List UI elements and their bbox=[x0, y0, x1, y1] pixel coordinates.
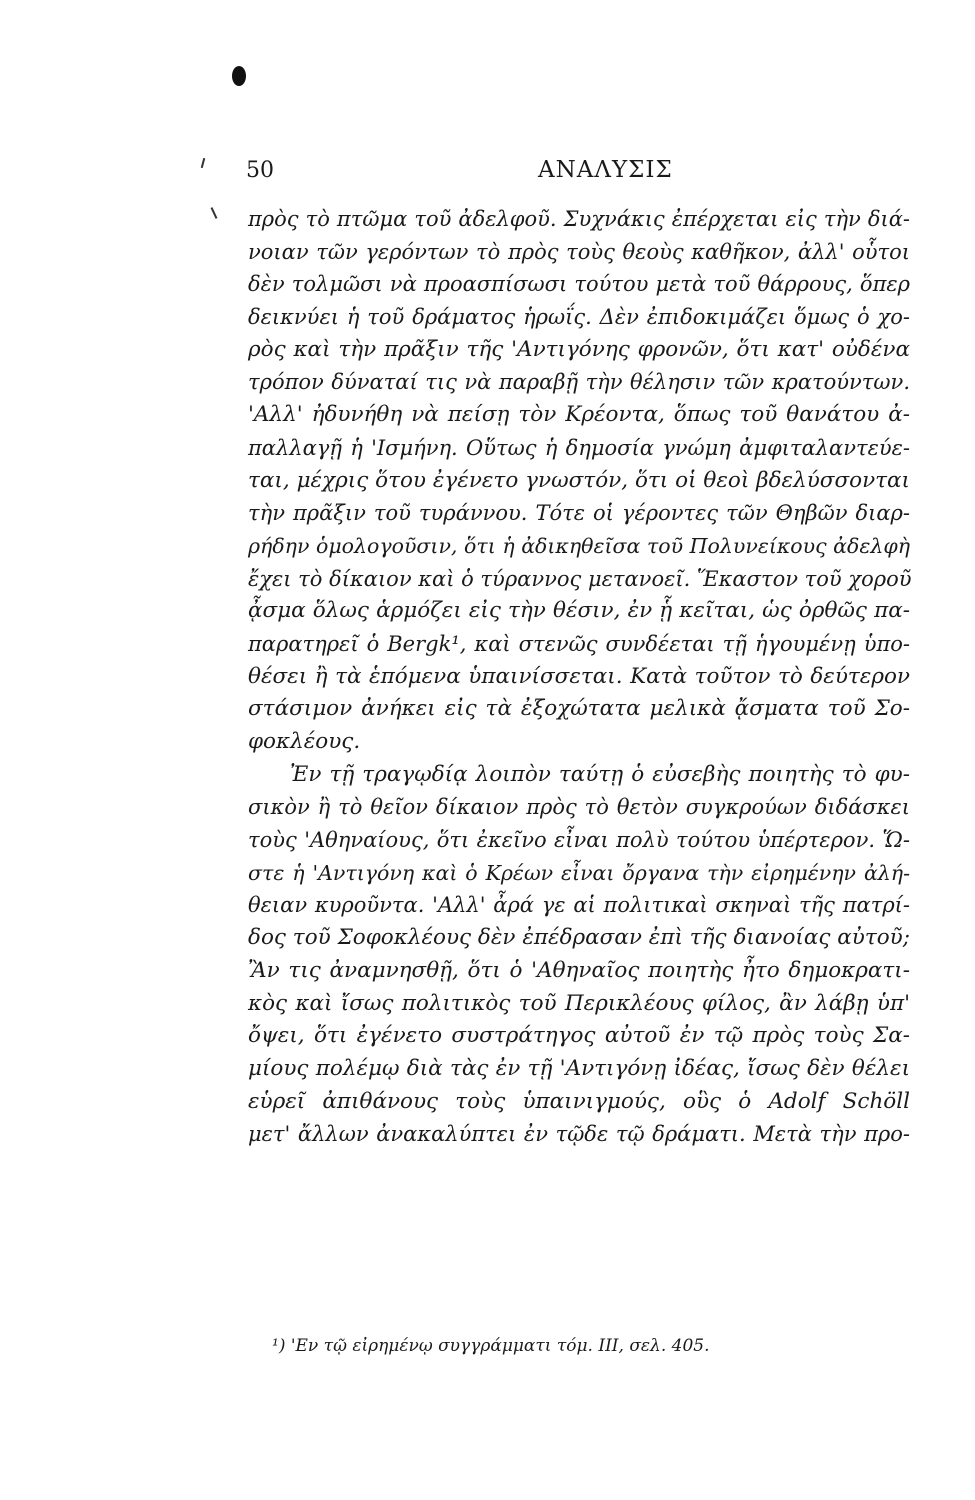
text-line: Ἐν τῇ τραγῳδίᾳ λοιπὸν ταύτῃ ὁ εὐσεβὴς ποιητὴς τὸ φυ- bbox=[290, 761, 910, 787]
text-line: ἔχει τὸ δίκαιον καὶ ὁ τύραννος μετανοεῖ. Ἕκαστον τοῦ χοροῦ bbox=[248, 566, 912, 591]
text-line: Ἂν τις ἀναμνησθῇ, ὅτι ὁ 'Αθηναῖος ποιητὴς ἦτο δημοκρατι- bbox=[248, 957, 910, 983]
text-line: δὲν τολμῶσι νὰ προασπίσωσι τούτου μετὰ τοῦ θάρρους, ὅπερ bbox=[248, 272, 910, 297]
text-line: θέσει ἢ τὰ ἑπόμενα ὑπαινίσσεται. Κατὰ τοῦτον τὸ δεύτερον bbox=[248, 663, 910, 689]
ink-blot bbox=[232, 66, 246, 86]
running-head: ΑΝΑΛΥΣΙΣ bbox=[538, 157, 673, 183]
page-number: 50 bbox=[246, 158, 274, 183]
text-line: 'Αλλ' ἠδυνήθη νὰ πείσῃ τὸν Κρέοντα, ὅπως τοῦ θανάτου ἀ- bbox=[248, 402, 910, 428]
text-line: νοιαν τῶν γερόντων τὸ πρὸς τοὺς θεοὺς καθῆκον, ἀλλ' οὗτοι bbox=[248, 239, 910, 264]
margin-mark bbox=[201, 158, 206, 168]
text-line: παλλαγῇ ἡ 'Ισμήνη. Οὕτως ἡ δημοσία γνώμη ἀμφιταλαντεύε- bbox=[248, 435, 910, 460]
text-line: ρὸς καὶ τὴν πρᾶξιν τῆς 'Αντιγόνης φρονῶν, ὅτι κατ' οὐδένα bbox=[248, 336, 910, 362]
text-line: στάσιμον ἀνήκει εἰς τὰ ἐξοχώτατα μελικὰ ᾄσματα τοῦ Σο- bbox=[248, 696, 910, 722]
text-line: παρατηρεῖ ὁ Bergk¹, καὶ στενῶς συνδέεται τῇ ἡγουμένῃ ὑπο- bbox=[248, 631, 910, 656]
text-line: μίους πολέμῳ διὰ τὰς ἐν τῇ 'Αντιγόνῃ ἰδέας, ἴσως δὲν θέλει bbox=[248, 1055, 910, 1081]
footnote: ¹) 'Εν τῷ εἰρημένῳ συγγράμματι τόμ. III, σελ. 405. bbox=[272, 1336, 710, 1356]
text-line: ὄψει, ὅτι ἐγένετο συστράτηγος αὐτοῦ ἐν τῷ πρὸς τοὺς Σα- bbox=[248, 1023, 910, 1049]
text-line: τρόπον δύναταί τις νὰ παραβῇ τὴν θέλησιν τῶν κρατούντων. bbox=[248, 370, 910, 395]
margin-mark bbox=[211, 207, 218, 219]
text-line: μετ' ἄλλων ἀνακαλύπτει ἐν τῷδε τῷ δράματι. Μετὰ τὴν προ- bbox=[248, 1122, 910, 1147]
text-line: κὸς καὶ ἴσως πολιτικὸς τοῦ Περικλέους φίλος, ἂν λάβῃ ὑπ' bbox=[248, 990, 910, 1016]
text-line: εὑρεῖ ἀπιθάνους τοὺς ὑπαινιγμούς, οὓς ὁ Adolf Schöll bbox=[248, 1088, 910, 1114]
text-line: ται, μέχρις ὅτου ἐγένετο γνωστόν, ὅτι οἱ θεοὶ βδελύσσονται bbox=[248, 467, 910, 493]
text-line: στε ἡ 'Αντιγόνη καὶ ὁ Κρέων εἶναι ὄργανα τὴν εἰρημένην ἀλή- bbox=[248, 860, 910, 885]
text-line: φοκλέους. bbox=[248, 729, 361, 754]
text-line: πρὸς τὸ πτῶμα τοῦ ἀδελφοῦ. Συχνάκις ἐπέρχεται εἰς τὴν διά- bbox=[248, 207, 910, 231]
text-line: τοὺς 'Αθηναίους, ὅτι ἐκεῖνο εἶναι πολὺ τούτου ὑπέρτερον. Ὥ- bbox=[248, 828, 910, 853]
body-text bbox=[248, 203, 910, 1151]
text-line: δεικνύει ἡ τοῦ δράματος ἡρωΐς. Δὲν ἐπιδοκιμάζει ὅμως ὁ χο- bbox=[248, 305, 910, 330]
text-line: ᾆσμα ὅλως ἁρμόζει εἰς τὴν θέσιν, ἐν ᾗ κεῖται, ὡς ὀρθῶς πα- bbox=[248, 598, 910, 624]
text-line: δος τοῦ Σοφοκλέους δὲν ἐπέδρασαν ἐπὶ τῆς διανοίας αὐτοῦ; bbox=[248, 925, 910, 951]
text-line: ρήδην ὁμολογοῦσιν, ὅτι ἡ ἀδικηθεῖσα τοῦ Πολυνείκους ἀδελφὴ bbox=[248, 533, 910, 558]
text-line: τὴν πρᾶξιν τοῦ τυράννου. Τότε οἱ γέροντες τῶν Θηβῶν διαρ- bbox=[248, 501, 910, 526]
text-line: σικὸν ἢ τὸ θεῖον δίκαιον πρὸς τὸ θετὸν συγκρούων διδάσκει bbox=[248, 795, 910, 820]
text-line: θειαν κυροῦντα. 'Αλλ' ἆρά γε αἱ πολιτικαὶ σκηναὶ τῆς πατρί- bbox=[248, 893, 910, 918]
